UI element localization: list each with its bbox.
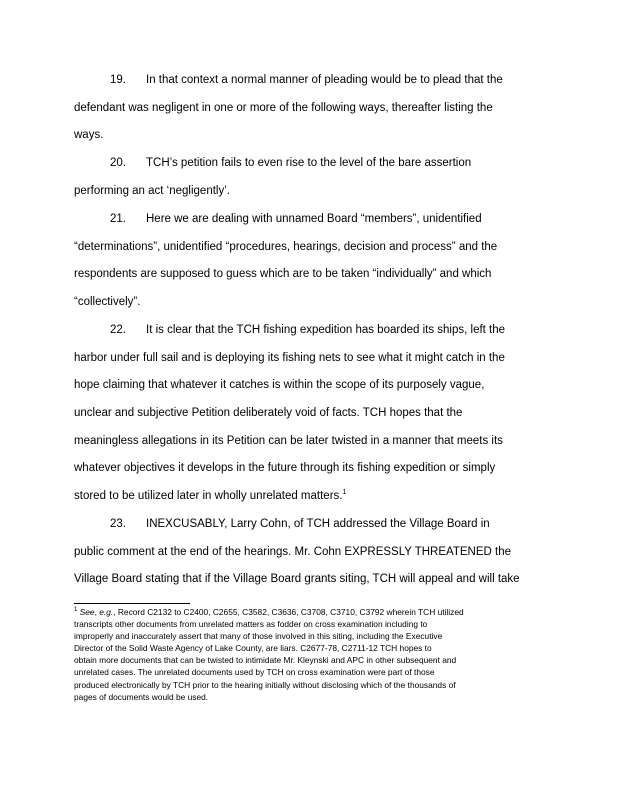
paragraph-number: 22. xyxy=(110,324,126,336)
footnote-line: Record C2132 to C2400, C2655, C3582, C3636, C3708, C3710, C3792 wherein TCH utilized xyxy=(117,607,464,617)
paragraph-23 xyxy=(74,517,544,600)
paragraph-19 xyxy=(74,73,544,156)
paragraph-line: ways. xyxy=(74,129,104,142)
paragraph-line: TCH’s petition fails to even rise to the level of the bare assertion xyxy=(146,157,472,169)
paragraph-20 xyxy=(74,156,544,211)
paragraph-line: unclear and subjective Petition deliberately void of facts. TCH hopes that the xyxy=(74,407,463,420)
footnote-line: produced electronically by TCH prior to the hearing initially without disclosing which of the thousands of xyxy=(74,679,456,690)
paragraph-number: 19. xyxy=(110,74,126,86)
footnote-line: obtain more documents that can be twisted to intimidate Mr. Kleynski and APC in other subsequent and xyxy=(74,655,457,666)
paragraph-line: In that context a normal manner of pleading would be to plead that the xyxy=(146,74,503,86)
paragraph-number: 20. xyxy=(110,157,126,169)
paragraph-line: whatever objectives it develops in the future through its fishing expedition or simply xyxy=(74,462,496,475)
paragraph-22 xyxy=(74,323,544,517)
paragraph-line: Here we are dealing with unnamed Board “members”, unidentified xyxy=(146,213,482,225)
paragraph-line: INEXCUSABLY, Larry Cohn, of TCH addressed the Village Board in xyxy=(146,518,490,530)
paragraph-line: “determinations”, unidentified “procedures, hearings, decision and process” and the xyxy=(74,240,498,253)
footnote-separator xyxy=(74,603,190,604)
paragraph-line: public comment at the end of the hearings. Mr. Cohn EXPRESSLY THREATENED the xyxy=(74,545,511,558)
paragraph-line: Village Board stating that if the Village Board grants siting, TCH will appeal and will take xyxy=(74,573,520,586)
paragraph-line: respondents are supposed to guess which are to be taken “individually” and which xyxy=(74,268,492,281)
footnote-line: pages of documents would be used. xyxy=(74,691,209,702)
footnote-marker: 1 xyxy=(74,607,78,613)
paragraph-line: performing an act ‘negligently’. xyxy=(74,184,230,197)
paragraph-line: stored to be utilized later in wholly unrelated matters. xyxy=(74,490,343,503)
paragraph-line: meaningless allegations in its Petition can be later twisted in a manner that meets its xyxy=(74,434,503,447)
paragraph-line: “collectively”. xyxy=(74,296,141,309)
footnote-1: $^1$ See, e.g., Record C2132 to C2400, C2655, C3582, C3636, C3708, C3710, C3792 wherein TCH utilized transcripts other documents from unrelated matters as fodder on cross examination including to improperly and inaccurately assert that many of those involved in this siting, including the Executive Director of the Solid Waste Agency of Lake County, are liars. C2677-78, C2711-12 TCH hopes to obtain more documents that can be twisted to intimidate Mr. Kleynski and APC in other subsequent and unrelated cases. The unrelated documents used by TCH on cross examination were part of those produced electronically by TCH prior to the hearing initially without disclosing which of the thousands of pages of documents would be used. xyxy=(74,606,554,703)
paragraph-number: 23. xyxy=(110,518,126,530)
paragraph-line: hope claiming that whatever it catches is within the scope of its purposely vague, xyxy=(74,379,485,392)
paragraph-line: defendant was negligent in one or more of the following ways, thereafter listing the xyxy=(74,101,493,114)
footnote-line: improperly and inaccurately assert that many of those involved in this siting, including the Executive xyxy=(74,631,443,642)
footnote-line: unrelated cases. The unrelated documents used by TCH on cross examination were part of those xyxy=(74,667,435,678)
footnote-line: Director of the Solid Waste Agency of Lake County, are liars. C2677-78, C2711-12 TCH hopes to xyxy=(74,643,432,654)
footnote-signal-see: See xyxy=(79,607,95,617)
paragraph-line: harbor under full sail and is deploying its fishing nets to see what it might catch in the xyxy=(74,351,505,364)
paragraph-number: 21. xyxy=(110,213,126,225)
footnote-line: transcripts other documents from unrelated matters as fodder on cross examination including to xyxy=(74,619,428,630)
paragraph-line: It is clear that the TCH fishing expedition has boarded its ships, left the xyxy=(146,324,506,336)
footnote-signal-eg: e.g. xyxy=(99,607,114,617)
paragraph-21 xyxy=(74,212,544,323)
footnote-reference[interactable]: 1 xyxy=(342,489,347,497)
